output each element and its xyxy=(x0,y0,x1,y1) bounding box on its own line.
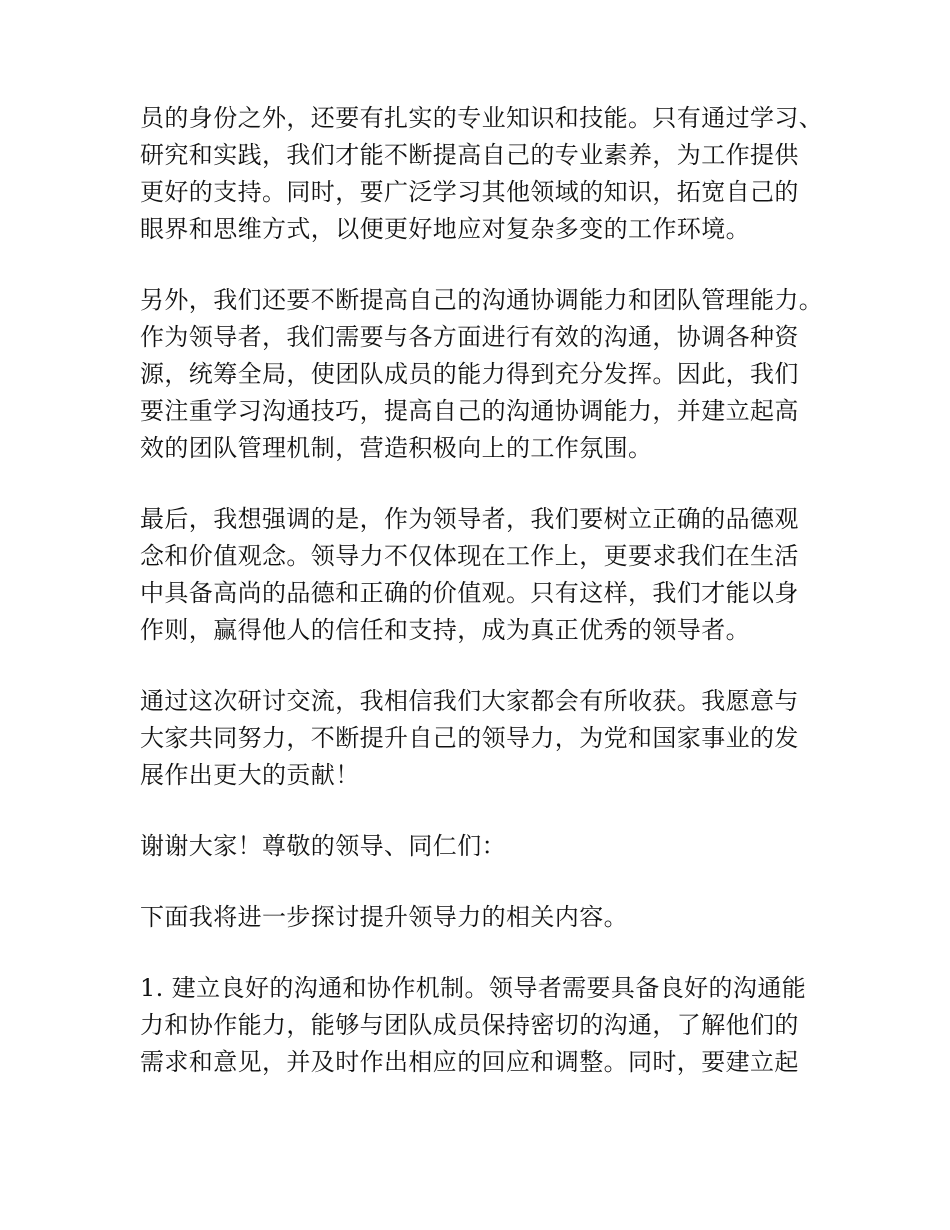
text-line: 通过这次研讨交流，我相信我们大家都会有所收获。我愿意与 xyxy=(140,687,799,715)
paragraph-spacer xyxy=(140,248,840,282)
text-line: 展作出更大的贡献！ xyxy=(140,761,360,789)
text-line: 眼界和思维方式，以便更好地应对复杂多变的工作环境。 xyxy=(140,215,750,243)
text-line: 要注重学习沟通技巧，提高自己的沟通协调能力，并建立起高 xyxy=(140,397,799,425)
paragraph-spacer xyxy=(140,794,840,828)
paragraph-spacer xyxy=(140,936,840,970)
text-line: 谢谢大家！尊敬的领导、同仁们： xyxy=(140,832,506,860)
paragraph-spacer xyxy=(140,467,840,501)
paragraph-conclusion xyxy=(140,683,840,794)
text-line: 下面我将进一步探讨提升领导力的相关内容。 xyxy=(140,903,628,931)
text-line: 大家共同努力，不断提升自己的领导力，为党和国家事业的发 xyxy=(140,724,799,752)
paragraph-point-1 xyxy=(140,970,840,1081)
text-line: 作为领导者，我们需要与各方面进行有效的沟通，协调各种资 xyxy=(140,323,799,351)
text-line: 另外，我们还要不断提高自己的沟通协调能力和团队管理能力。 xyxy=(140,286,824,314)
text-line: 效的团队管理机制，营造积极向上的工作氛围。 xyxy=(140,434,653,462)
paragraph-professional-knowledge xyxy=(140,100,840,248)
text-line: 作则，赢得他人的信任和支持，成为真正优秀的领导者。 xyxy=(140,616,750,644)
text-line: 1. 建立良好的沟通和协作机制。领导者需要具备良好的沟通能 xyxy=(140,974,807,1002)
paragraph-spacer xyxy=(140,649,840,683)
paragraph-thanks-greeting xyxy=(140,828,840,865)
text-line: 念和价值观念。领导力不仅体现在工作上，更要求我们在生活 xyxy=(140,542,799,570)
text-line: 更好的支持。同时，要广泛学习其他领域的知识，拓宽自己的 xyxy=(140,178,799,206)
paragraph-introduction xyxy=(140,899,840,936)
paragraph-moral-values xyxy=(140,501,840,649)
text-line: 力和协作能力，能够与团队成员保持密切的沟通，了解他们的 xyxy=(140,1011,799,1039)
text-line: 员的身份之外，还要有扎实的专业知识和技能。只有通过学习、 xyxy=(140,104,824,132)
text-line: 源，统筹全局，使团队成员的能力得到充分发挥。因此，我们 xyxy=(140,360,799,388)
paragraph-communication-skills xyxy=(140,282,840,467)
text-line: 中具备高尚的品德和正确的价值观。只有这样，我们才能以身 xyxy=(140,579,799,607)
text-line: 最后，我想强调的是，作为领导者，我们要树立正确的品德观 xyxy=(140,505,799,533)
paragraph-spacer xyxy=(140,865,840,899)
text-line: 需求和意见，并及时作出相应的回应和调整。同时，要建立起 xyxy=(140,1048,799,1076)
document-page xyxy=(140,100,840,1081)
text-line: 研究和实践，我们才能不断提高自己的专业素养，为工作提供 xyxy=(140,141,799,169)
